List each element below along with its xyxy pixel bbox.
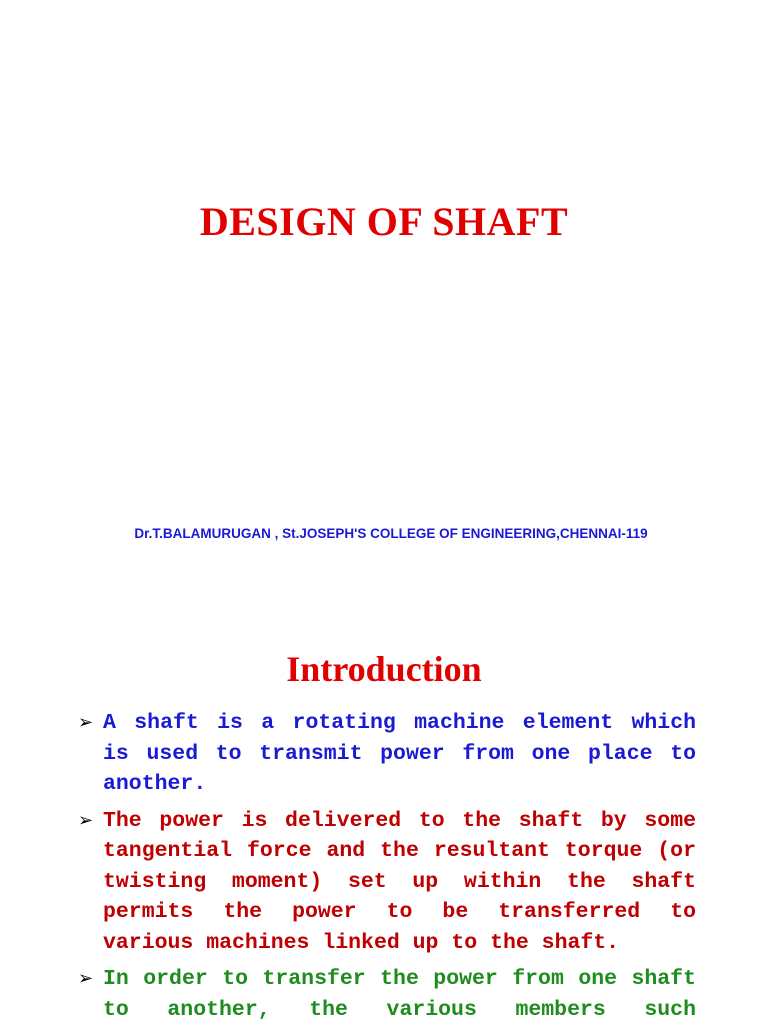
arrow-bullet-icon: ➢ [78, 968, 94, 989]
bullet-item [78, 708, 696, 800]
bullet-text: In order to transfer the power from one shaft to another, the various members such [103, 967, 696, 1022]
slide-title: DESIGN OF SHAFT [199, 199, 569, 244]
introduction-bullet-list [78, 708, 696, 1031]
bullet-item [78, 806, 696, 959]
bullet-text: A shaft is a rotating machine element which is used to transmit power from one place to another. [103, 711, 696, 796]
arrow-bullet-icon: ➢ [78, 809, 94, 831]
arrow-bullet-icon: ➢ [78, 712, 94, 733]
bullet-text: The power is delivered to the shaft by some tangential force and the resultant torque (or twisting moment) set up within the shaft permits the power to be transferred to various machines linked up to the shaft. [103, 808, 696, 955]
bullet-item [78, 964, 696, 1025]
author-line: Dr.T.BALAMURUGAN , St.JOSEPH'S COLLEGE OF ENGINEERING,CHENNAI-119 [134, 526, 648, 541]
introduction-heading: Introduction [286, 649, 482, 689]
